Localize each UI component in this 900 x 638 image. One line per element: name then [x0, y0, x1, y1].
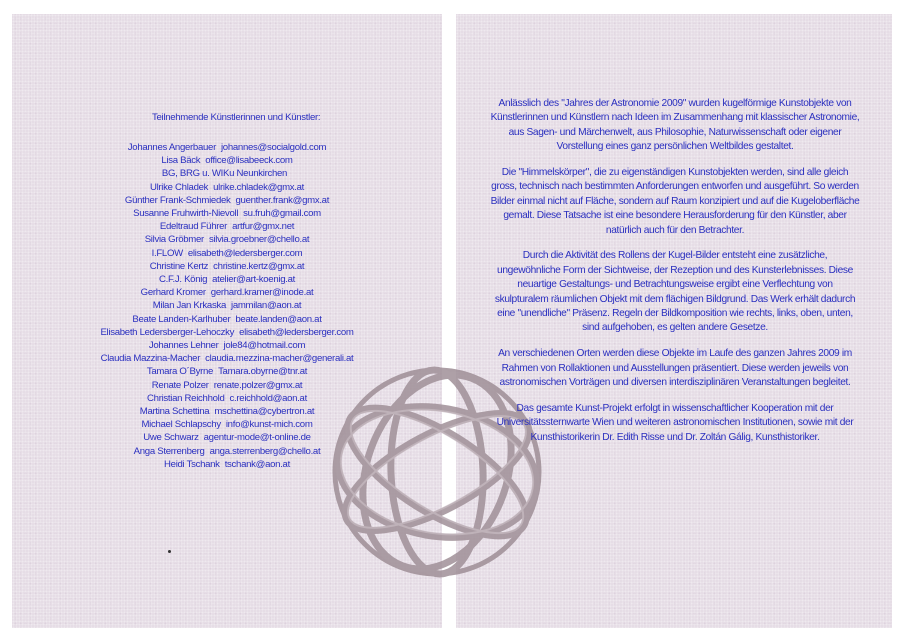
speck-dot — [168, 550, 171, 553]
participant-row — [12, 432, 442, 443]
participant-name: Susanne Fruhwirth-Nievoll — [133, 208, 239, 219]
participant-email: jole84@hotmail.com — [223, 340, 306, 351]
participant-name: I.FLOW — [151, 247, 183, 259]
participant-email: mschettina@cybertron.at — [214, 406, 315, 417]
participant-row — [12, 314, 442, 325]
participant-row — [12, 340, 442, 351]
participant-email: guenther.frank@gmx.at — [235, 194, 330, 206]
participant-email: c.reichhold@aon.at — [229, 392, 307, 404]
participant-email: Tamara.obyrne@tnr.at — [218, 366, 308, 378]
participant-email: agentur-mode@t-online.de — [203, 432, 311, 444]
paragraph-kooperation: Das gesamte Kunst-Projekt erfolgt in wissenschaftlicher Kooperation mit der Universitätssternwarte Wien und weiteren astronomischen Institutionen, sowie mit der Kunsthistorikerin Dr. Edith Risse und Dr. Zoltán Gálig, Kunsthistoriker. — [496, 402, 854, 443]
participant-email: tschank@aon.at — [224, 458, 290, 470]
participant-row — [12, 234, 442, 245]
participant-name: Uwe Schwarz — [143, 432, 199, 444]
participant-name: C.F.J. König — [158, 274, 208, 285]
participant-name: Johannes Angerbauer — [127, 142, 216, 153]
participant-row — [12, 142, 442, 153]
participant-name: Elisabeth Ledersberger-Lehoczky — [100, 326, 235, 338]
participant-row — [12, 168, 442, 179]
participant-name: Anga Sterrenberg — [133, 445, 205, 457]
project-description — [490, 97, 860, 456]
participant-email: jammilan@aon.at — [230, 300, 302, 312]
participant-email: atelier@art-koenig.at — [212, 274, 296, 285]
participant-email: elisabeth@ledersberger.com — [239, 326, 354, 338]
participant-name: Gerhard Kromer — [140, 287, 206, 299]
participant-row — [12, 419, 442, 430]
participant-name: Christine Kertz — [149, 260, 209, 272]
participant-row — [12, 248, 442, 259]
participant-name: Martina Schettina — [139, 406, 210, 417]
participant-email: claudia.mezzina-macher@generali.at — [205, 353, 354, 365]
paragraph-intro: Anlässlich des "Jahres der Astronomie 2009" wurden kugelförmige Kunstobjekte von Künstlerinnen und Künstlern nach Ideen im Zusammenhang mit klassischer Astronomie, aus Sagen- und Märchenwelt, aus Philosophie, Naturwissenschaft oder eigener Vorstellung eines ganz persönlichen Weltbildes gestaltet. — [490, 98, 860, 153]
participant-email: anga.sterrenberg@chello.at — [209, 445, 321, 457]
participants-heading: Teilnehmende Künstlerinnen und Künstler: — [152, 112, 321, 123]
participant-row — [12, 155, 442, 166]
paragraph-ausstellungen: An verschiedenen Orten werden diese Objekte im Laufe des ganzen Jahres 2009 im Rahmen von Rollaktionen und Ausstellungen präsentiert. Diese werden jeweils von astronomischen Vorträgen und diversen interdisziplinären Veranstaltungen begleitet. — [498, 348, 852, 389]
participant-row — [12, 393, 442, 404]
participant-email: elisabeth@ledersberger.com — [187, 247, 303, 259]
participant-email: renate.polzer@gmx.at — [213, 379, 303, 391]
participant-row — [12, 182, 442, 193]
participant-name: Heidi Tschank — [164, 458, 220, 470]
participant-name: Milan Jan Krkaska — [152, 300, 226, 312]
participant-email: christine.kertz@gmx.at — [213, 260, 305, 272]
participant-email: beate.landen@aon.at — [235, 313, 322, 325]
participant-row — [12, 274, 442, 285]
participant-row — [12, 406, 442, 417]
participant-row — [12, 327, 442, 338]
participant-email: info@kunst-mich.com — [225, 419, 313, 431]
participant-row — [12, 353, 442, 364]
participant-row — [12, 261, 442, 272]
participant-name: Ulrike Chladek — [149, 181, 209, 193]
participant-name: Günther Frank-Schmiedek — [124, 194, 231, 206]
participant-row — [12, 366, 442, 377]
participant-email: silvia.groebner@chello.at — [208, 234, 310, 246]
participant-row — [12, 287, 442, 298]
participant-row — [12, 446, 442, 457]
participant-row — [12, 195, 442, 206]
participant-row — [12, 208, 442, 219]
participant-name: Lisa Bäck — [161, 155, 201, 167]
participant-email: su.fruh@gmail.com — [243, 208, 321, 219]
participant-row — [12, 459, 442, 470]
participant-name: Michael Schlapschy — [141, 419, 221, 431]
participant-name: Renate Polzer — [151, 379, 209, 391]
participant-name: BG, BRG u. WIKu Neunkirchen — [161, 168, 288, 180]
participant-email: office@lisabeeck.com — [205, 155, 293, 167]
participant-name: Johannes Lehner — [148, 340, 219, 351]
participant-email: ulrike.chladek@gmx.at — [213, 181, 305, 193]
participant-name: Beate Landen-Karlhuber — [132, 313, 231, 325]
participant-email: johannes@socialgold.com — [220, 142, 327, 153]
participant-name: Christian Reichhold — [147, 392, 225, 404]
participant-row — [12, 300, 442, 311]
participant-email: artfur@gmx.net — [232, 221, 295, 233]
participant-name: Tamara O´Byrne — [146, 366, 214, 378]
participant-row — [12, 221, 442, 232]
paragraph-himmelskoerper: Die "Himmelskörper", die zu eigenständigen Kunstobjekten werden, sind alle gleich gross, technisch nach bestimmten Anforderungen entworfen und ausgeführt. So werden Bilder einmal nicht auf Fläche, sondern auf Raum konzipiert und auf die Kugeloberfläche gemalt. Diese Tatsache ist eine besondere Herausforderung für den Künstler, aber natürlich auch für den Betrachter. — [490, 167, 860, 236]
paragraph-rollen: Durch die Aktivität des Rollens der Kugel-Bilder entsteht eine zusätzliche, ungewöhnliche Form der Sichtweise, der Rezeption und des Kunsterlebnisses. Diese neuartige Gestaltungs- und Betrachtungsweise ergibt eine Verflechtung von skulpturalem räumlichen Objekt mit dem flächigen Bildgrund. Das Werk erhält dadurch eine "unendliche" Präsenz. Regeln der Bildkomposition wie rechts, links, oben, unten, sind aufgehoben, es gelten andere Gesetze. — [494, 250, 856, 334]
participant-email: gerhard.kramer@inode.at — [210, 287, 314, 299]
participant-row — [12, 380, 442, 391]
participant-name: Claudia Mazzina-Macher — [100, 353, 201, 365]
participant-name: Silvia Gröbmer — [144, 234, 204, 246]
participant-name: Edeltraud Führer — [159, 221, 228, 233]
